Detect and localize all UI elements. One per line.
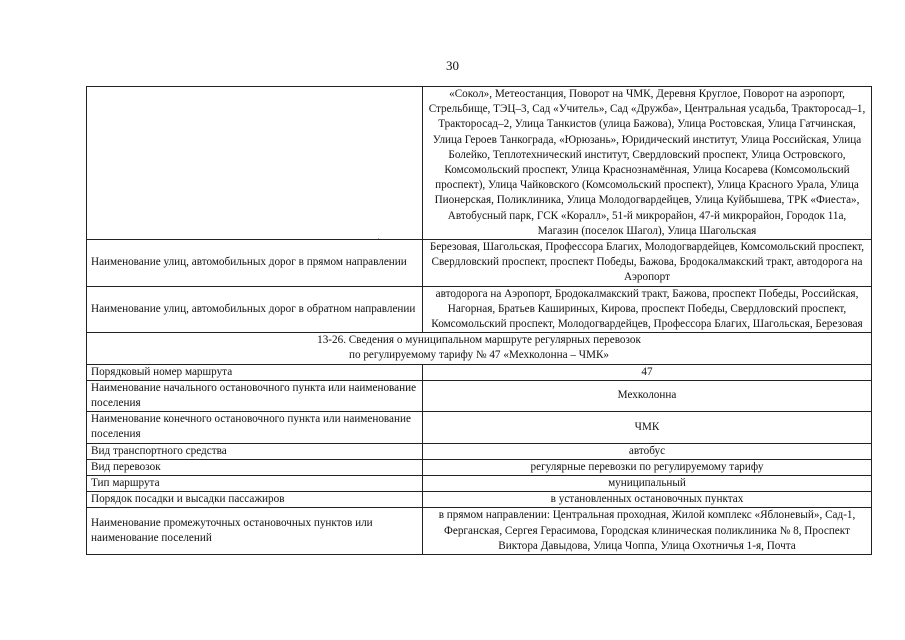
route-type-value: муниципальный	[423, 476, 872, 492]
table-row	[87, 412, 872, 443]
vehicle-type-value: автобус	[423, 443, 872, 459]
section-heading-line2: по регулируемому тарифу № 47 «Мехколонна – ЧМК»	[348, 349, 610, 362]
table-row	[87, 492, 872, 508]
transport-kind-label: Вид перевозок	[87, 459, 423, 475]
stops-continuation-value: «Сокол», Метеостанция, Поворот на ЧМК, Деревня Круглое, Поворот на аэропорт, Стрельбище, ТЭЦ–3, Сад «Учитель», Сад «Дружба», Центральная усадьба, Тракторосад–1, Тракторосад–2, Улица Танкистов (улица Бажова), Улица Ростовская, Улица Гатчинская, Улица Героев Танкограда, «Юрюзань», Юридический институт, Улица Российская, Улица Болейко, Теплотехнический институт, Свердловский проспект, Улица Островского, Комсомольский проспект, Улица Краснознамённая, Улица Косарева (Комсомольский проспект), Улица Чайковского (Комсомольский проспект), Улица Красного Урала, Улица Пионерская, Поликлиника, Улица Молодогвардейцев, Улица Куйбышева, ТРК «Фиеста», Автобусный парк, ГСК «Коралл», 51-й микрорайон, 47-й микрорайон, Городок 11а, Магазин (поселок Шагол), Улица Шагольская	[423, 87, 872, 240]
route-info-table	[86, 86, 872, 555]
table-row	[87, 240, 872, 287]
table-row	[87, 364, 872, 380]
intermediate-stops-value: в прямом направлении: Центральная проходная, Жилой комплекс «Яблоневый», Сад-1, Ферганская, Сергея Герасимова, Городская клиническая поликлиника № 8, Проспект Виктора Давыдова, Улица Чоппа, Улица Охотничья 1-я, Почта	[423, 508, 872, 555]
table-row	[87, 286, 872, 333]
table-row	[87, 459, 872, 475]
vehicle-type-label: Вид транспортного средства	[87, 443, 423, 459]
table-row	[87, 380, 872, 411]
boarding-order-label: Порядок посадки и высадки пассажиров	[87, 492, 423, 508]
table-row	[87, 87, 872, 240]
streets-forward-label: Наименование улиц, автомобильных дорог в прямом направлении	[87, 240, 423, 287]
streets-forward-value: Березовая, Шагольская, Профессора Благих, Молодогвардейцев, Комсомольский проспект, Свердловский проспект, проспект Победы, Бажова, Бродокалмакский тракт, автодорога на Аэропорт	[423, 240, 872, 287]
route-number-label: Порядковый номер маршрута	[87, 364, 423, 380]
streets-reverse-label: Наименование улиц, автомобильных дорог в обратном направлении	[87, 286, 423, 333]
start-stop-label: Наименование начального остановочного пункта или наименование поселения	[87, 380, 423, 411]
end-stop-value: ЧМК	[423, 412, 872, 443]
page-number: 30	[446, 58, 459, 73]
streets-reverse-value: автодорога на Аэропорт, Бродокалмакский тракт, Бажова, проспект Победы, Российская, Нагорная, Братьев Кашириных, Кирова, проспект Победы, Свердловский проспект, Комсомольский проспект, Молодогвардейцев, Профессора Благих, Шагольская, Березовая	[423, 286, 872, 333]
route-type-label: Тип маршрута	[87, 476, 423, 492]
transport-kind-value: регулярные перевозки по регулируемому тарифу	[423, 459, 872, 475]
route-number-value: 47	[423, 364, 872, 380]
row-label-empty	[87, 87, 423, 240]
intermediate-stops-label: Наименование промежуточных остановочных пунктов или наименование поселений	[87, 508, 423, 555]
section-heading	[87, 333, 872, 364]
table-row	[87, 333, 872, 364]
table-row	[87, 508, 872, 555]
table-row	[87, 476, 872, 492]
start-stop-value: Мехколонна	[423, 380, 872, 411]
end-stop-label: Наименование конечного остановочного пункта или наименование поселения	[87, 412, 423, 443]
table-row	[87, 443, 872, 459]
section-heading-line1: 13-26. Сведения о муниципальном маршруте регулярных перевозок	[317, 334, 641, 347]
stray-dot: ·	[377, 234, 380, 244]
boarding-order-value: в установленных остановочных пунктах	[423, 492, 872, 508]
